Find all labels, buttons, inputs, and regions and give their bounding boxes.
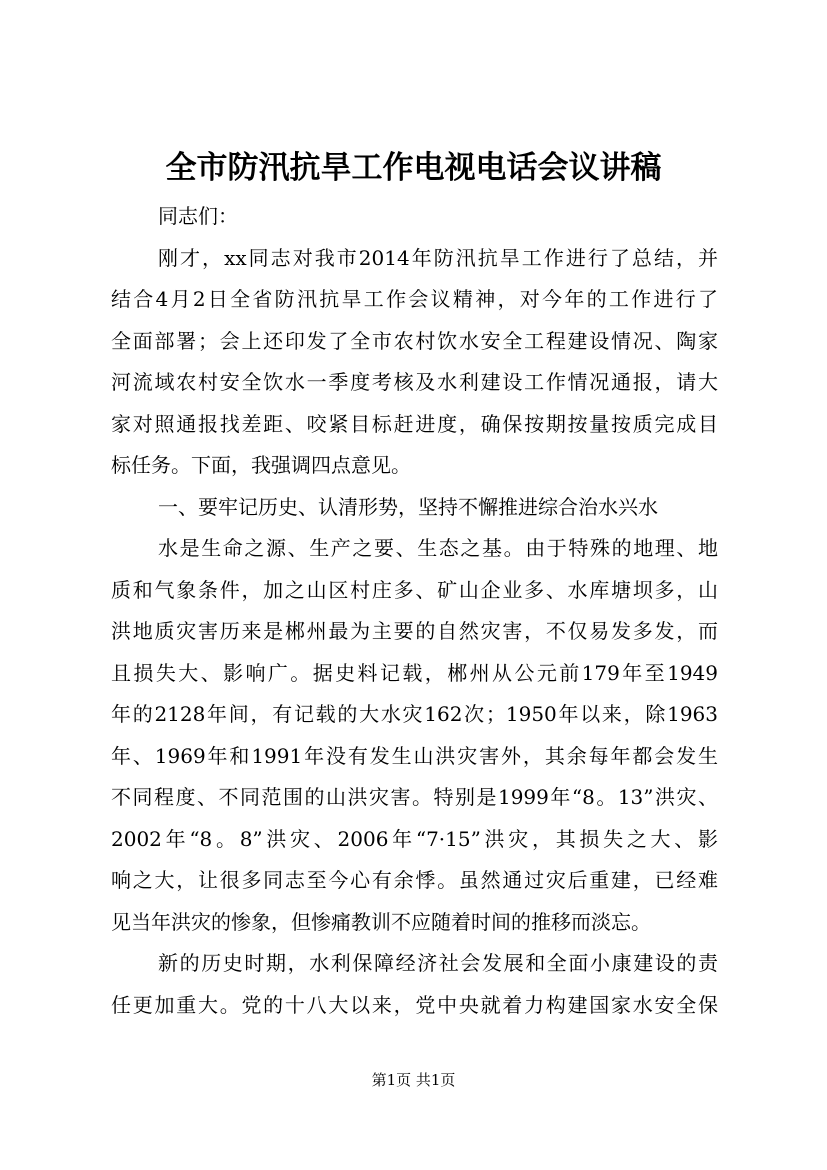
text-line: 河流域农村安全饮水一季度考核及水利建设工作情况通报，请大 [111,370,718,394]
text-line: 水是生命之源、生产之要、生态之基。由于特殊的地理、地 [158,536,718,560]
text-line: 新的历史时期，水利保障经济社会发展和全面小康建设的责 [158,951,718,975]
text-line: 任更加重大。党的十八大以来，党中央就着力构建国家水安全保 [111,992,718,1017]
text-line: 全面部署；会上还印发了全市农村饮水安全工程建设情况、陶家 [111,328,718,353]
text-line: 标任务。下面，我强调四点意见。 [111,453,411,477]
document-title: 全市防汛抗旱工作电视电话会议讲稿 [165,150,662,186]
text-line: 响之大，让很多同志至今心有余悸。虽然通过灾后重建，已经难 [111,868,718,892]
page-footer: 第1页 共1页 [371,1071,456,1089]
text-line: 刚才，xx同志对我市2014年防汛抗旱工作进行了总结，并 [158,245,718,270]
text-line: 家对照通报找差距、咬紧目标赶进度，确保按期按量按质完成目 [111,411,718,436]
text-line: 一、要牢记历史、认清形势，坚持不懈推进综合治水兴水 [158,494,658,519]
text-line: 且损失大、影响广。据史料记载，郴州从公元前179年至1949 [111,660,718,685]
text-line: 2002年“8。8”洪灾、2006年“7·15”洪灾，其损失之大、影 [111,826,718,851]
text-line: 同志们： [158,204,238,228]
text-line: 见当年洪灾的惨象，但惨痛教训不应随着时间的推移而淡忘。 [111,909,651,934]
text-line: 年的2128年间，有记载的大水灾162次；1950年以来，除1963 [111,702,718,726]
document-body [111,196,718,1026]
text-line: 不同程度、不同范围的山洪灾害。特别是1999年“8。13”洪灾、 [111,785,718,809]
text-line: 结合4月2日全省防汛抗旱工作会议精神，对今年的工作进行了 [111,287,718,311]
text-line: 洪地质灾害历来是郴州最为主要的自然灾害，不仅易发多发，而 [111,619,718,643]
text-line: 质和气象条件，加之山区村庄多、矿山企业多、水库塘坝多，山 [111,577,718,602]
text-line: 年、1969年和1991年没有发生山洪灾害外，其余每年都会发生 [111,743,718,768]
